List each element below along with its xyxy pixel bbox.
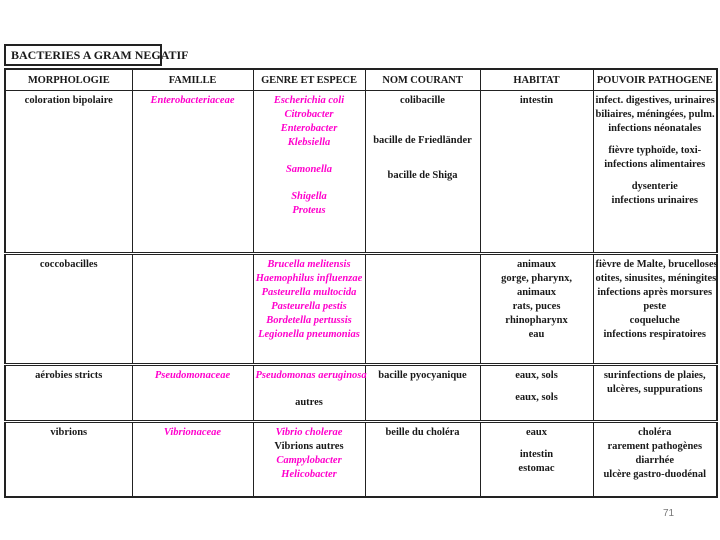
- genre-cell: Vibrio cholerae Vibrions autres Campylobacter Helicobacter: [253, 422, 365, 498]
- genre-cell: Pseudomonas aeruginosa autres: [253, 365, 365, 422]
- genre-cell: Escherichia coli Citrobacter Enterobacter Klebsiella Samonella Shigella Proteus: [253, 91, 365, 254]
- famille-cell: Vibrionaceae: [132, 422, 253, 498]
- table-row: [5, 365, 717, 422]
- header-nom-courant: NOM COURANT: [365, 69, 480, 91]
- header-row: [5, 69, 717, 91]
- habitat-cell: eaux, sols eaux, sols: [480, 365, 593, 422]
- nom-courant-cell: bacille pyocyanique: [365, 365, 480, 422]
- header-morphologie: MORPHOLOGIE: [5, 69, 132, 91]
- pouvoir-cell: choléra rarement pathogènes diarrhée ulcère gastro-duodénal: [593, 422, 717, 498]
- nom-courant-cell: beille du choléra: [365, 422, 480, 498]
- morphologie-cell: coloration bipolaire: [5, 91, 132, 254]
- table-title: BACTERIES A GRAM NEGATIF: [4, 44, 162, 66]
- header-habitat: HABITAT: [480, 69, 593, 91]
- table-row: [5, 254, 717, 365]
- pouvoir-cell: fièvre de Malte, brucelloses otites, sinusites, méningites infections après morsures peste coqueluche infections respiratoires: [593, 254, 717, 365]
- famille-cell: Enterobacteriaceae: [132, 91, 253, 254]
- habitat-cell: animaux gorge, pharynx, animaux rats, puces rhinopharynx eau: [480, 254, 593, 365]
- header-pouvoir-pathogene: POUVOIR PATHOGENE: [593, 69, 717, 91]
- table-row: [5, 91, 717, 254]
- genre-cell: Brucella melitensis Haemophilus influenzae Pasteurella multocida Pasteurella pestis Bordetella pertussis Legionella pneumonias: [253, 254, 365, 365]
- morphologie-cell: vibrions: [5, 422, 132, 498]
- page-number: 71: [663, 508, 675, 519]
- famille-cell: Pseudomonaceae: [132, 365, 253, 422]
- famille-cell: [132, 254, 253, 365]
- morphologie-cell: aérobies stricts: [5, 365, 132, 422]
- bacteria-table: [4, 68, 718, 498]
- morphologie-cell: coccobacilles: [5, 254, 132, 365]
- habitat-cell: intestin: [480, 91, 593, 254]
- nom-courant-cell: [365, 254, 480, 365]
- table-row: [5, 422, 717, 498]
- habitat-cell: eaux intestin estomac: [480, 422, 593, 498]
- nom-courant-cell: colibacille bacille de Friedländer bacille de Shiga: [365, 91, 480, 254]
- pouvoir-cell: infect. digestives, urinaires biliaires, méningées, pulm. infections néonatales fièvre typhoïde, toxi- infections alimentaires dysenterie infections urinaires: [593, 91, 717, 254]
- pouvoir-cell: surinfections de plaies, ulcères, suppurations: [593, 365, 717, 422]
- header-famille: FAMILLE: [132, 69, 253, 91]
- header-genre-espece: GENRE ET ESPECE: [253, 69, 365, 91]
